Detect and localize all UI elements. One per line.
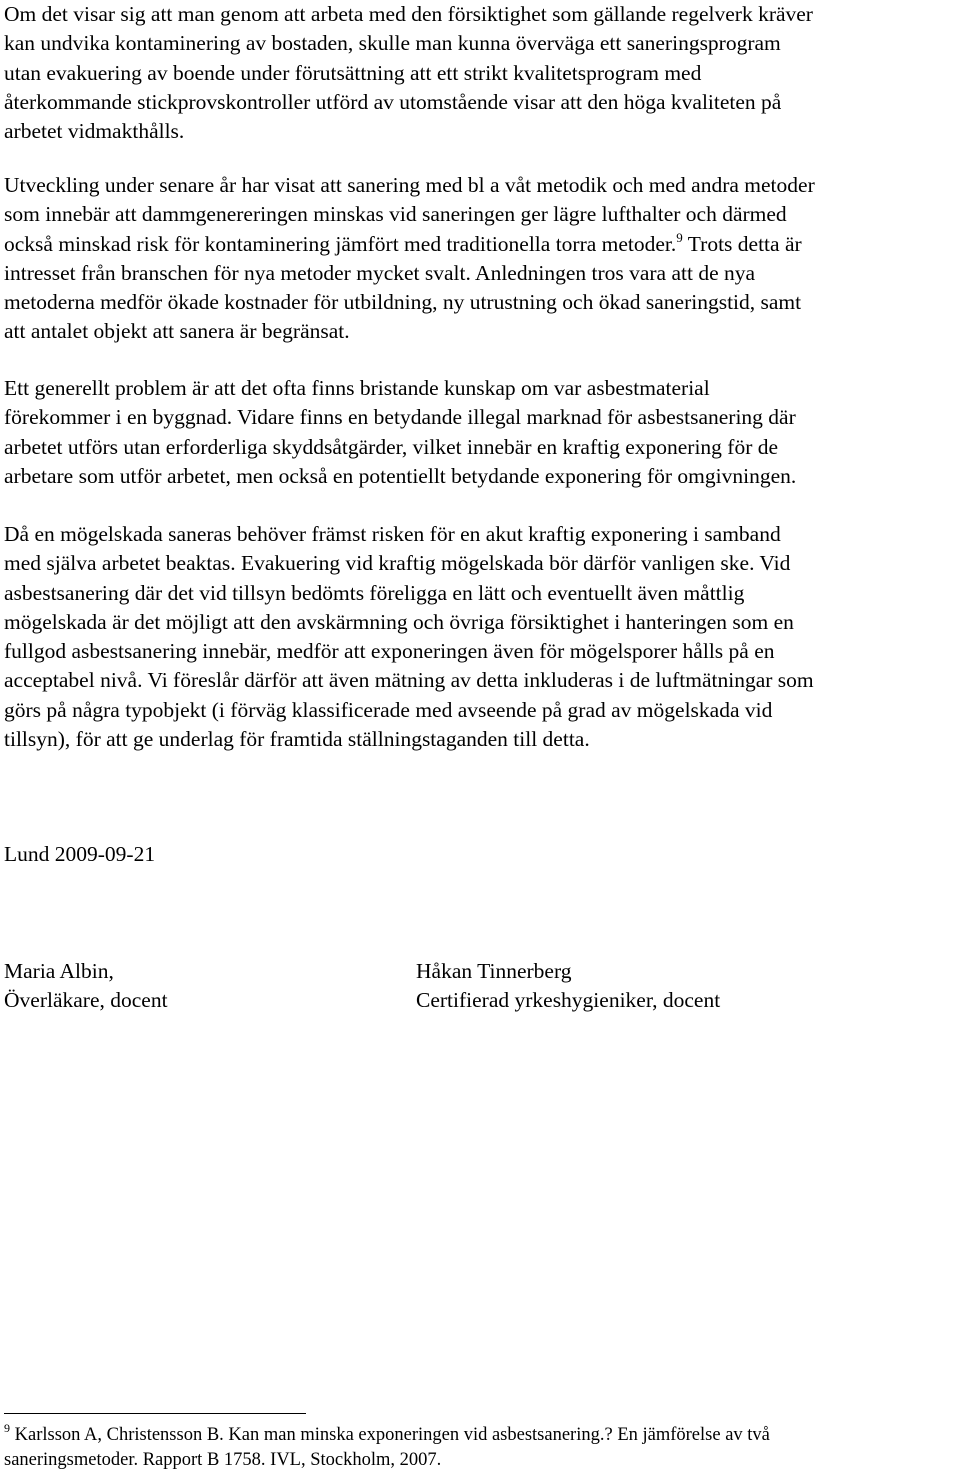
footnote-separator [4,1413,306,1414]
place-and-date: Lund 2009-09-21 [4,842,156,866]
signature-block-left: Maria Albin, Överläkare, docent [4,959,168,1013]
paragraph-4: Då en mögelskada saneras behöver främst risken för en akut kraftig exponering i samband med själva arbetet beaktas. Evakuering vid kraftig mögelskada bör därför vanligen ske. Vid asbestsanering där det vid tillsyn bedömts föreligga en lätt och eventuellt även måttlig mögelskada är det möjligt att den avskärmning och övriga försiktighet i hanteringen som en fullgod asbestsanering innebär, medför att exponeringen även för mögelsporer hålls på en acceptabel nivå. Vi föreslår därför att även mätning av detta inkluderas i de luftmätningar som görs på några typobjekt (i förväg klassificerade med avseende på grad av mögelskada vid tillsyn), för att ge underlag för framtida ställningstaganden till detta. [4,522,814,752]
footnote [4,1423,954,1473]
paragraph-3: Ett generellt problem är att det ofta finns bristande kunskap om var asbestmaterial förekommer i en byggnad. Vidare finns en betydande illegal marknad för asbestsanering där arbetet utförs utan erforderliga skyddsåtgärder, vilket innebär en kraftig exponering för de arbetare som utför arbetet, men också en potentiellt betydande exponering för omgivningen. [4,376,797,488]
footnote-number: 9 [4,1421,10,1435]
footnote-reference: 9 [676,229,683,245]
paragraph-2-text-a: Utveckling under senare år har visat att sanering med bl a våt metodik och med andra metoder som innebär att dammgenereringen minskas vid saneringen ger lägre lufthalter och därmed också minskad risk för kontaminering jämfört med traditionella torra metoder. [4,173,815,256]
paragraph-2 [4,171,954,347]
footnote-text: Karlsson A, Christensson B. Kan man minska exponeringen vid asbestsanering.? En jämförelse av två saneringsmetoder. Rapport B 1758. IVL, Stockholm, 2007. [4,1425,770,1470]
signature-block-right: Håkan Tinnerberg Certifierad yrkeshygieniker, docent [416,959,721,1013]
paragraph-2-text-b: Trots detta är intresset från branschen för nya metoder mycket svalt. Anledningen tros vara att de nya metoderna medför ökade kostnader för utbildning, ny utrustning och ökad saneringstid, samt att antalet objekt att sanera är begränsat. [4,231,802,344]
paragraph-1: Om det visar sig att man genom att arbeta med den försiktighet som gällande regelverk kräver kan undvika kontaminering av bostaden, skulle man kunna överväga ett saneringsprogram utan evakuering av boende under förutsättning att ett strikt kvalitetsprogram med återkommande stickprovskontroller utförd av utomstående visar att den höga kvaliteten på arbetet vidmakthålls. [4,2,813,144]
